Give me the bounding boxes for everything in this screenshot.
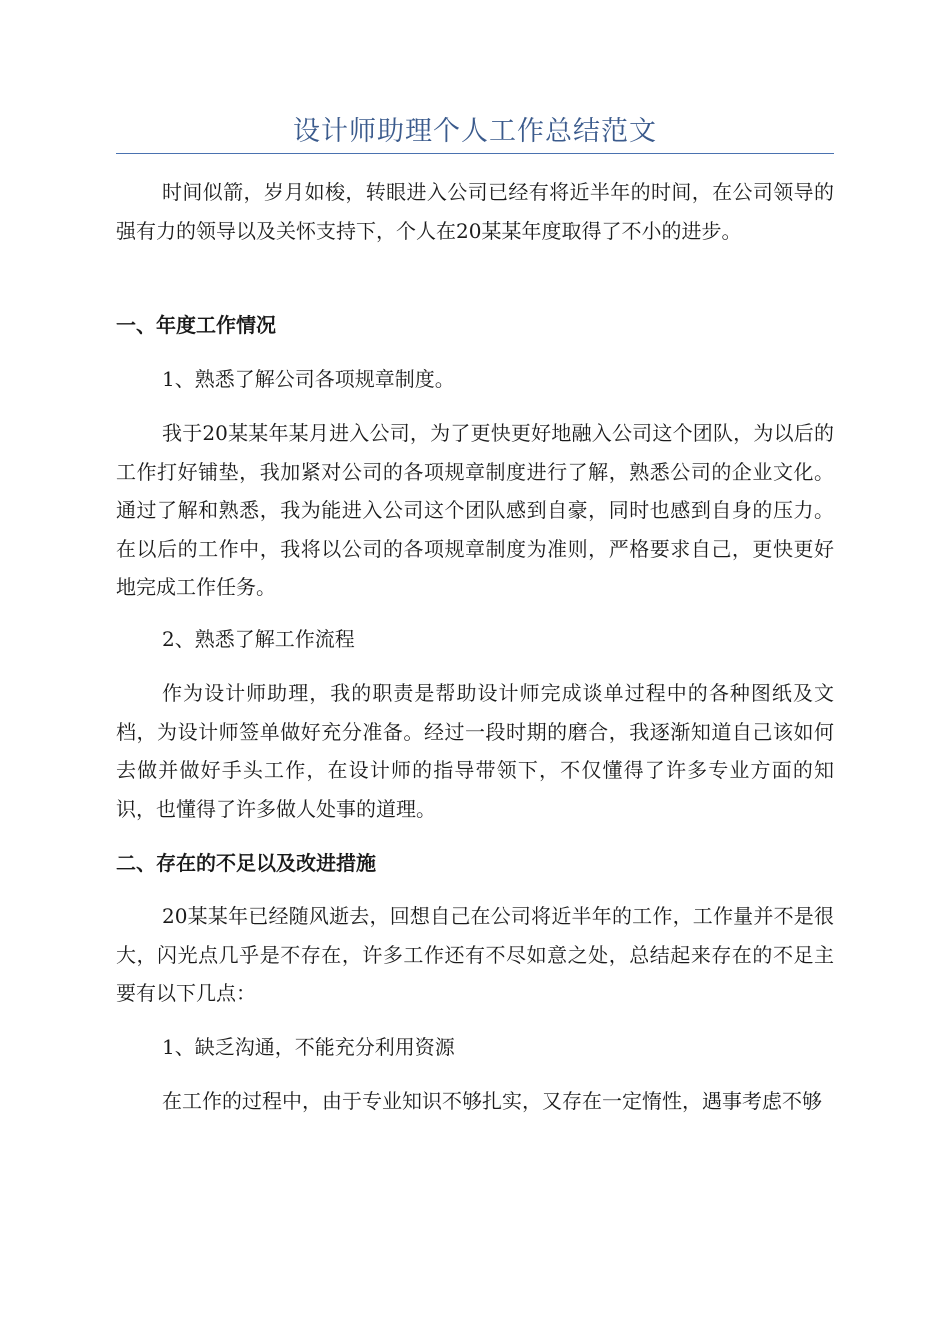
intro-paragraph: 时间似箭，岁月如梭，转眼进入公司已经有将近半年的时间，在公司领导的强有力的领导以及关怀支持下，个人在20某某年度取得了不小的进步。 bbox=[116, 180, 834, 243]
shortcomings-intro-paragraph: 20某某年已经随风逝去，回想自己在公司将近半年的工作，工作量并不是很大，闪光点几乎是不存在，许多工作还有不尽如意之处，总结起来存在的不足主要有以下几点： bbox=[116, 904, 834, 1005]
item-body-communication: 在工作的过程中，由于专业知识不够扎实，又存在一定惰性，遇事考虑不够 bbox=[162, 1089, 822, 1113]
item-body-rules: 我于20某某年某月进入公司，为了更快更好地融入公司这个团队，为以后的工作打好铺垫，我加紧对公司的各项规章制度进行了解，熟悉公司的企业文化。通过了解和熟悉，我为能进入公司这个团队感到自豪，同时也感到自身的压力。在以后的工作中，我将以公司的各项规章制度为准则，严格要求自己，更快更好地完成工作任务。 bbox=[116, 421, 834, 599]
section-heading-shortcomings: 二、存在的不足以及改进措施 bbox=[116, 851, 376, 875]
section-heading-annual-work: 一、年度工作情况 bbox=[116, 313, 276, 337]
item-body-workflow: 作为设计师助理，我的职责是帮助设计师完成谈单过程中的各种图纸及文档，为设计师签单做好充分准备。经过一段时期的磨合，我逐渐知道自己该如何去做并做好手头工作，在设计师的指导带领下，不仅懂得了许多专业方面的知识，也懂得了许多做人处事的道理。 bbox=[116, 681, 834, 821]
document-title: 设计师助理个人工作总结范文 bbox=[293, 116, 657, 147]
item-title-workflow: 2、熟悉了解工作流程 bbox=[162, 627, 355, 651]
item-title-rules: 1、熟悉了解公司各项规章制度。 bbox=[162, 367, 455, 391]
title-underline bbox=[116, 153, 834, 154]
item-title-communication: 1、缺乏沟通，不能充分利用资源 bbox=[162, 1035, 455, 1059]
